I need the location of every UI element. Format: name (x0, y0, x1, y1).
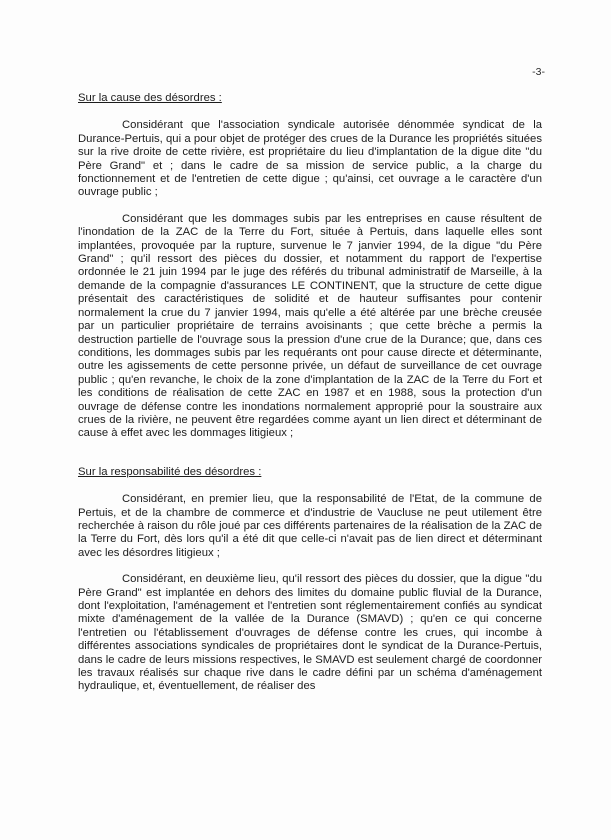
section-cause (78, 92, 542, 441)
paragraph: Considérant, en premier lieu, que la responsabilité de l'Etat, de la commune de Pertuis, et de la chambre de commerce et d'industrie de Vaucluse ne peut utilement être recherchée à raison du rôle joué par ces différents partenaires de la réalisation de la ZAC de la Terre du Fort, dès lors qu'il a été dit que celle-ci n'avait pas de lien direct et déterminant avec les désordres litigieux ; (78, 493, 542, 559)
page-number: -3- (532, 66, 545, 78)
section-heading: Sur la responsabilité des désordres : (78, 465, 262, 478)
paragraph: Considérant que l'association syndicale autorisée dénommée syndicat de la Durance-Pertuis, qui a pour objet de protéger des crues de la Durance les propriétés situées sur la rive droite de cette rivière, est propriétaire du lieu d'implantation de la digue dite "du Père Grand" et ; dans le cadre de sa mission de service public, a la charge du fonctionnement et de l'entretien de cette digue ; qu'ainsi, cet ouvrage a le caractère d'un ouvrage public ; (78, 119, 542, 199)
document-body (78, 92, 542, 707)
paragraph: Considérant que les dommages subis par les entreprises en cause résultent de l'inondation de la ZAC de la Terre du Fort, située à Pertuis, dans laquelle elles sont implantées, provoquée par la rupture, survenue le 7 janvier 1994, de la digue "du Père Grand" ; qu'il ressort des pièces du dossier, et notamment du rapport de l'expertise ordonnée le 21 juin 1994 par le juge des référés du tribunal administratif de Marseille, à la demande de la compagnie d'assurances LE CONTINENT, que la structure de cette digue présentait des caractéristiques de solidité et de hauteur suffisantes pour contenir normalement la crue du 7 janvier 1994, mais qu'elle a été altérée par une brèche creusée par un particulier propriétaire de terrains avoisinants ; que cette brèche a permis la destruction partielle de l'ouvrage sous la pression d'une crue de la Durance; que, dans ces conditions, les dommages subis par les requérants ont pour cause directe et déterminante, outre les agissements de cette personne privée, un défaut de surveillance de cet ouvrage public ; qu'en revanche, le choix de la zone d'implantation de la ZAC de la Terre du Fort et les conditions de réalisation de cette ZAC en 1987 et en 1988, sous la protection d'un ouvrage de défense contre les inondations normalement approprié pour la soustraire aux crues de la rivière, ne peuvent être regardées comme ayant un lien direct et déterminant de cause à effet avec les dommages litigieux ; (78, 212, 542, 440)
section-heading: Sur la cause des désordres : (78, 92, 222, 104)
section-responsabilite (78, 466, 542, 694)
paragraph: Considérant, en deuxième lieu, qu'il ressort des pièces du dossier, que la digue "du Père Grand" est implantée en dehors des limites du domaine public fluvial de la Durance, dont l'exploitation, l'aménagement et l'entretien sont réglementairement confiés au syndicat mixte d'aménagement de la vallée de la Durance (SMAVD) ; qu'en ce qui concerne l'entretien ou l'établissement d'ouvrages de défense contre les crues, qui incombe à différentes associations syndicales de propriétaires dont le syndicat de la Durance-Pertuis, dans le cadre de leurs missions respectives, le SMAVD est seulement chargé de coordonner les travaux réalisés sur chaque rive dans le cadre défini par un schéma d'aménagement hydraulique, et, éventuellement, de réaliser des (78, 573, 542, 693)
section-spacer (78, 454, 542, 466)
